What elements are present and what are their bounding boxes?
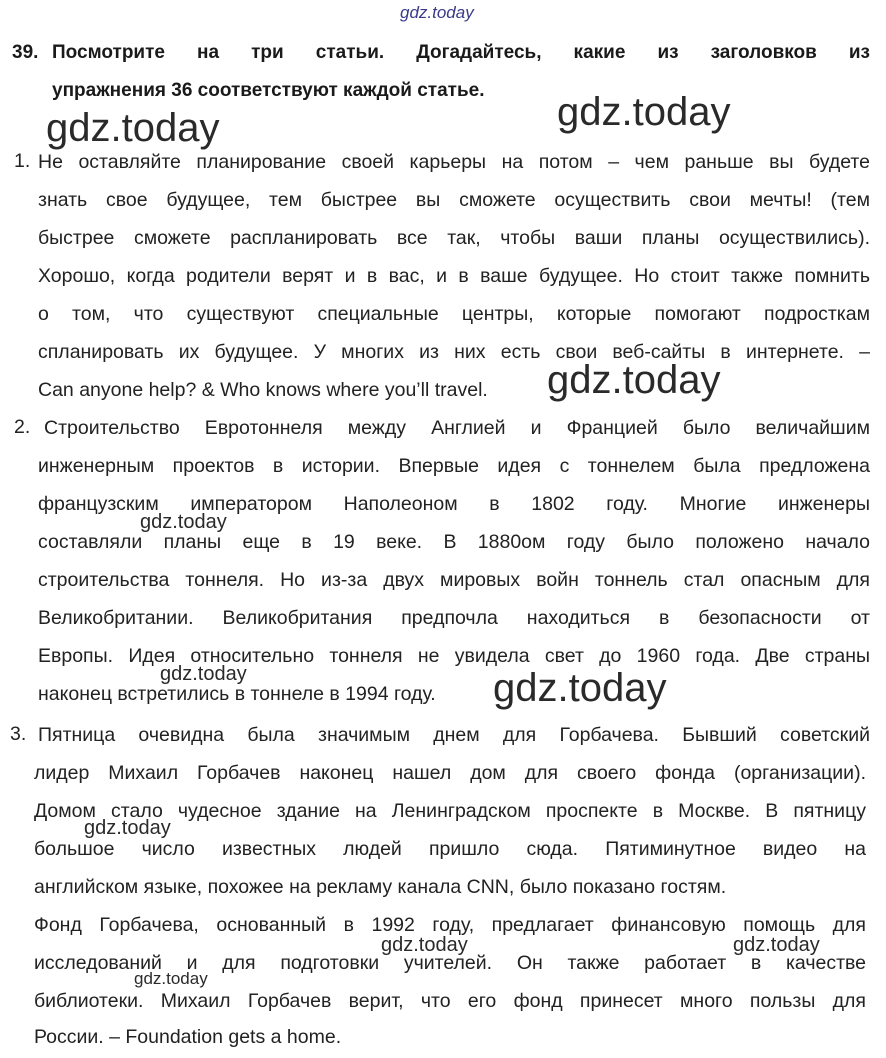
article-line: составляли планы еще в 19 веке. В 1880ом году было положено начало [38, 531, 870, 553]
watermark: gdz.today [140, 511, 227, 533]
article-line: библиотеки. Михаил Горбачев верит, что его фонд принесет много пользы для [34, 990, 866, 1012]
article-line: английском языке, похожее на рекламу канала CNN, было показано гостям. [34, 876, 727, 898]
watermark: gdz.today [160, 663, 247, 685]
exercise-number: 39. [12, 42, 39, 63]
article-line: России. – Foundation gets a home. [34, 1026, 342, 1048]
article-line: знать свое будущее, тем быстрее вы сможете осуществить свои мечты! (тем [38, 189, 870, 211]
exercise-title-line: упражнения 36 соответствуют каждой статье. [52, 80, 485, 101]
article-line: Не оставляйте планирование своей карьеры на потом – чем раньше вы будете [38, 151, 870, 173]
watermark-top: gdz.today [400, 3, 474, 22]
article-number: 3. [10, 723, 27, 745]
article-number: 1. [14, 150, 31, 172]
article-line: спланировать их будущее. У многих из них есть свои веб-сайты в интернете. – [38, 341, 870, 363]
article-line: французским императором Наполеоном в 1802 году. Многие инженеры [38, 493, 870, 515]
article-line: строительства тоннеля. Но из-за двух мировых войн тоннель стал опасным для [38, 569, 870, 591]
article-line: исследований и для подготовки учителей. Он также работает в качестве [34, 952, 866, 974]
watermark: gdz.today [733, 934, 820, 956]
watermark: gdz.today [381, 934, 468, 956]
article-line: Фонд Горбачева, основанный в 1992 году, предлагает финансовую помощь для [34, 914, 866, 936]
article-number: 2. [14, 416, 31, 438]
watermark: gdz.today [134, 969, 208, 988]
article-line: Европы. Идея относительно тоннеля не увидела свет до 1960 года. Две страны [38, 645, 870, 667]
article-line: Строительство Евротоннеля между Англией и Францией было величайшим [44, 417, 870, 439]
article-line: о том, что существуют специальные центры, которые помогают подросткам [38, 303, 870, 325]
article-line: Пятница очевидна была значимым днем для Горбачева. Бывший советский [38, 724, 870, 746]
article-line: Великобритании. Великобритания предпочла находиться в безопасности от [38, 607, 870, 629]
article-line: большое число известных людей пришло сюда. Пятиминутное видео на [34, 838, 866, 860]
watermark: gdz.today [493, 666, 667, 710]
watermark: gdz.today [46, 106, 220, 150]
watermark: gdz.today [547, 358, 721, 402]
article-line: инженерным проектов в истории. Впервые идея с тоннелем была предложена [38, 455, 870, 477]
article-line: быстрее сможете распланировать все так, чтобы ваши планы осуществились). [38, 227, 870, 249]
article-line: лидер Михаил Горбачев наконец нашел дом для своего фонда (организации). [34, 762, 866, 784]
article-line: Can anyone help? & Who knows where you’ll travel. [38, 379, 488, 401]
watermark: gdz.today [84, 817, 171, 839]
article-line: наконец встретились в тоннеле в 1994 году. [38, 683, 436, 705]
article-line: Домом стало чудесное здание на Ленинградском проспекте в Москве. В пятницу [34, 800, 866, 822]
article-line: Хорошо, когда родители верят и в вас, и в ваше будущее. Но стоит также помнить [38, 265, 870, 287]
exercise-title-line: Посмотрите на три статьи. Догадайтесь, какие из заголовков из [52, 42, 870, 63]
watermark: gdz.today [557, 90, 731, 134]
